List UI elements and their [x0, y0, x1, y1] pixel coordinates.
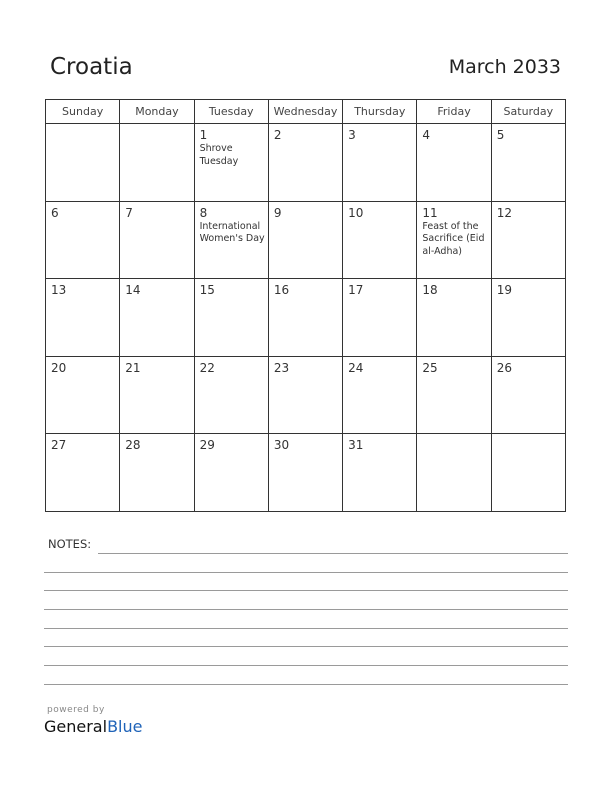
notes-line: [44, 590, 568, 591]
day-cell: [194, 124, 268, 202]
calendar-grid: [45, 99, 566, 512]
day-cell: [46, 356, 120, 434]
day-number: 5: [496, 128, 505, 142]
day-cell: [268, 279, 342, 357]
day-cell: [417, 434, 491, 512]
day-number: 27: [51, 438, 67, 453]
day-cell: [491, 356, 565, 434]
brand-blue: Blue: [107, 717, 143, 736]
day-cell: [120, 124, 194, 202]
day-number: 7: [125, 205, 133, 220]
day-cell: [417, 201, 491, 279]
powered-by-label: powered by: [47, 705, 105, 715]
day-cell: [194, 434, 268, 512]
day-number: 28: [125, 438, 141, 453]
day-cell: [417, 356, 491, 434]
day-number: 11: [422, 205, 438, 220]
day-cell: [194, 201, 268, 279]
day-cell: [46, 279, 120, 357]
day-cell: [343, 201, 417, 279]
weekday-wednesday: Wednesday: [268, 100, 342, 124]
country-title: Croatia: [50, 54, 133, 80]
weekday-header-row: [46, 100, 566, 124]
brand-general: General: [44, 717, 108, 736]
day-number: 19: [496, 283, 512, 298]
notes-line: [44, 684, 568, 685]
day-cell: [343, 356, 417, 434]
day-cell: [194, 279, 268, 357]
month-title: March 2033: [448, 56, 561, 78]
day-number: 20: [51, 360, 67, 375]
day-cell: [343, 279, 417, 357]
day-number: 13: [51, 283, 67, 298]
day-cell: [491, 124, 565, 202]
day-number: 3: [348, 128, 356, 142]
day-number: 4: [422, 128, 431, 142]
day-number: 17: [348, 283, 364, 298]
day-cell: [268, 434, 342, 512]
day-number: 9: [273, 205, 282, 220]
day-number: 30: [273, 438, 290, 453]
week-row-5: [46, 434, 566, 512]
week-row-2: [46, 201, 566, 279]
notes-line: [44, 628, 568, 629]
day-cell: [46, 201, 120, 279]
day-number: 29: [199, 438, 215, 453]
day-number: 12: [496, 205, 512, 220]
day-number: 24: [348, 360, 364, 375]
week-row-3: [46, 279, 566, 357]
day-number: 21: [125, 360, 141, 375]
day-number: 18: [422, 283, 438, 298]
weekday-thursday: Thursday: [343, 100, 417, 124]
weekday-saturday: Saturday: [491, 100, 565, 124]
day-cell: [268, 201, 342, 279]
week-row-1: [46, 124, 566, 202]
day-cell: [343, 434, 417, 512]
day-cell: [120, 201, 194, 279]
day-cell: [268, 124, 342, 202]
day-number: 8: [199, 205, 208, 220]
day-cell: [417, 124, 491, 202]
weekday-sunday: Sunday: [46, 100, 120, 124]
day-number: 10: [348, 205, 364, 220]
weekday-monday: Monday: [120, 100, 194, 124]
notes-label: NOTES:: [48, 537, 92, 551]
notes-line: [44, 609, 568, 610]
day-cell: [491, 434, 565, 512]
day-cell: [268, 356, 342, 434]
notes-line: [44, 572, 568, 573]
day-cell: [120, 434, 194, 512]
day-number: 1: [199, 128, 208, 142]
day-cell: [491, 201, 565, 279]
day-number: 15: [199, 283, 215, 298]
weekday-friday: Friday: [417, 100, 491, 124]
holiday-label: Feast of the Sacrifice (Eid al-Adha): [422, 220, 485, 257]
notes-line: [44, 646, 568, 647]
day-cell: [120, 279, 194, 357]
day-cell: [194, 356, 268, 434]
day-number: 2: [273, 128, 282, 142]
week-row-4: [46, 356, 566, 434]
day-number: 23: [273, 360, 290, 375]
weekday-tuesday: Tuesday: [194, 100, 268, 124]
day-cell: [120, 356, 194, 434]
holiday-label: International Women's Day: [199, 220, 265, 245]
day-cell: [46, 124, 120, 202]
holiday-label: Shrove Tuesday: [199, 143, 239, 167]
day-cell: [417, 279, 491, 357]
day-number: 26: [496, 360, 512, 375]
day-cell: [46, 434, 120, 512]
generalblue-logo[interactable]: [44, 717, 142, 736]
day-number: 22: [199, 360, 215, 375]
day-number: 31: [348, 438, 364, 453]
day-cell: [343, 124, 417, 202]
day-number: 6: [51, 205, 59, 220]
day-number: 14: [125, 283, 141, 298]
day-number: 25: [422, 360, 438, 375]
notes-line: [98, 553, 568, 554]
notes-line: [44, 665, 568, 666]
day-cell: [491, 279, 565, 357]
day-number: 16: [273, 283, 290, 298]
